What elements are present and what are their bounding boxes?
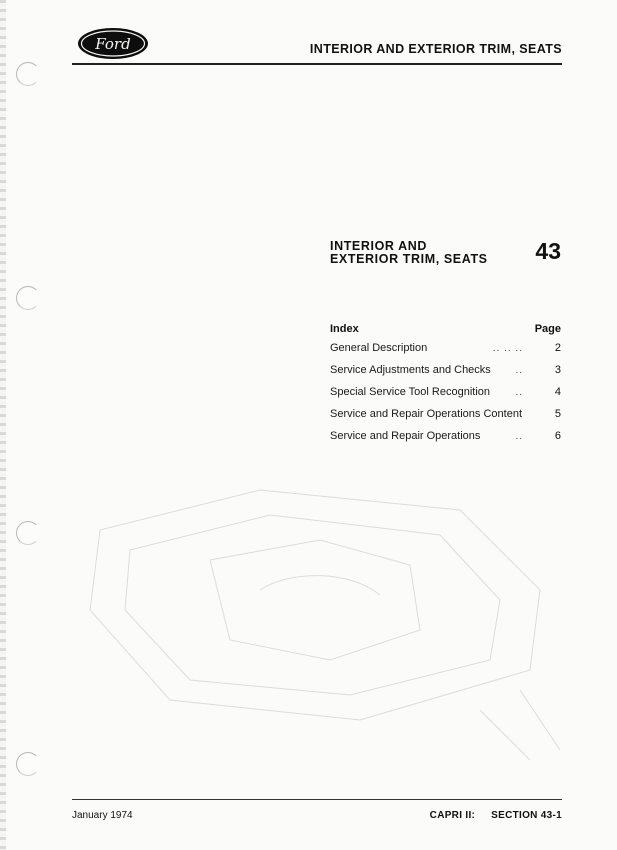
punch-hole	[16, 521, 40, 545]
footer-model: CAPRI II:	[429, 810, 476, 821]
index-entry[interactable]	[330, 342, 561, 364]
footer-date: January 1974	[72, 810, 133, 821]
punch-hole	[16, 286, 40, 310]
footer-rule	[72, 799, 562, 800]
index-entry[interactable]	[330, 364, 561, 386]
section-title-line1: INTERIOR AND	[330, 239, 428, 253]
footer-section-number: SECTION 43-1	[491, 810, 562, 821]
index-entry[interactable]	[330, 408, 561, 430]
header-title: INTERIOR AND EXTERIOR TRIM, SEATS	[309, 42, 562, 56]
index-entry-page: 4	[554, 386, 561, 398]
index-leaders: ..	[515, 387, 523, 398]
index-header	[330, 323, 561, 335]
logo-text: Ford	[95, 35, 131, 53]
index-table	[330, 323, 561, 452]
index-entry-name: General Description	[330, 342, 428, 354]
punch-hole	[16, 62, 40, 86]
index-entry-name: Service and Repair Operations Content	[330, 408, 522, 420]
section-number: 43	[535, 238, 561, 264]
index-entry-name: Special Service Tool Recognition	[330, 386, 490, 398]
index-leaders: .. .. ..	[492, 343, 523, 354]
section-title-line2: EXTERIOR TRIM, SEATS	[330, 252, 488, 266]
index-leaders: ..	[515, 431, 523, 442]
show-through-illustration	[60, 470, 580, 770]
index-heading: Index	[330, 323, 359, 335]
binding-edge	[0, 0, 6, 850]
index-entry-page: 6	[554, 430, 561, 442]
header-rule	[72, 63, 562, 65]
footer-section	[430, 810, 562, 821]
index-leaders: ..	[515, 365, 523, 376]
ford-logo	[77, 27, 149, 60]
page-heading: Page	[534, 323, 561, 335]
section-title	[330, 240, 520, 266]
index-entry-page: 3	[554, 364, 561, 376]
index-entry-name: Service and Repair Operations	[330, 430, 481, 442]
index-entry[interactable]	[330, 386, 561, 408]
index-entry-page: 5	[554, 408, 561, 420]
punch-hole	[16, 752, 40, 776]
index-entry[interactable]	[330, 430, 561, 452]
index-entry-name: Service Adjustments and Checks	[330, 364, 491, 376]
index-entry-page: 2	[554, 342, 561, 354]
